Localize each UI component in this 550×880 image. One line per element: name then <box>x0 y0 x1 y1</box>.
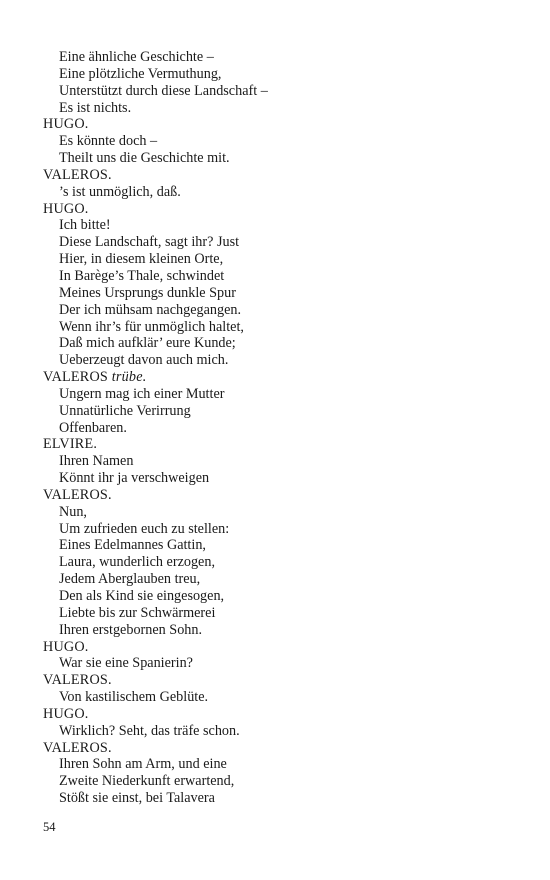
verse-text: Diese Landschaft, sagt ihr? Just <box>59 234 240 251</box>
speaker-name <box>43 201 513 218</box>
speaker-name <box>43 116 513 133</box>
verse-line <box>43 150 513 167</box>
verse-line <box>43 756 513 773</box>
verse-text: Wenn ihr’s für unmöglich haltet, <box>59 318 244 335</box>
speaker-label: HUGO. <box>43 638 89 655</box>
verse-text: Ihren Namen <box>59 453 134 470</box>
verse-text: Meines Ursprungs dunkle Spur <box>59 284 236 301</box>
verse-text: Liebte bis zur Schwärmerei <box>59 604 216 621</box>
verse-text: Nun, <box>59 503 87 520</box>
verse-line <box>43 352 513 369</box>
verse-text: Es ist nichts. <box>59 99 132 116</box>
speaker-name <box>43 487 513 504</box>
verse-line <box>43 504 513 521</box>
verse-line <box>43 100 513 117</box>
speaker-label: HUGO. <box>43 705 89 722</box>
verse-text: Laura, wunderlich erzogen, <box>59 554 215 571</box>
verse-text: Ihren erstgebornen Sohn. <box>59 621 203 638</box>
verse-text: Jedem Aberglauben treu, <box>59 571 201 588</box>
verse-line <box>43 83 513 100</box>
speaker-name <box>43 706 513 723</box>
verse-text: Von kastilischem Geblüte. <box>59 689 209 706</box>
verse-text: Ueberzeugt davon auch mich. <box>59 352 229 369</box>
speaker-label: ELVIRE. <box>43 436 98 453</box>
verse-line <box>43 605 513 622</box>
verse-line <box>43 420 513 437</box>
verse-line <box>43 251 513 268</box>
verse-line <box>43 521 513 538</box>
verse-line <box>43 453 513 470</box>
verse-text: Offenbaren. <box>59 419 127 436</box>
verse-text: Um zufrieden euch zu stellen: <box>59 520 230 537</box>
verse-line <box>43 335 513 352</box>
speaker-name <box>43 369 513 386</box>
stage-direction: trübe. <box>111 369 147 386</box>
speaker-name <box>43 740 513 757</box>
speaker-label: HUGO. <box>43 200 89 217</box>
verse-text: Theilt uns die Geschichte mit. <box>59 150 230 167</box>
verse-text: Zweite Niederkunft erwartend, <box>59 773 235 790</box>
verse-line <box>43 49 513 66</box>
verse-line <box>43 470 513 487</box>
verse-line <box>43 66 513 83</box>
verse-line <box>43 268 513 285</box>
verse-text: Könnt ihr ja verschweigen <box>59 470 210 487</box>
verse-text: Eines Edelmannes Gattin, <box>59 537 206 554</box>
verse-text: Ich bitte! <box>59 217 111 234</box>
verse-text: Unnatürliche Verirrung <box>59 402 191 419</box>
verse-line <box>43 655 513 672</box>
verse-text: Daß mich aufklär’ eure Kunde; <box>59 335 236 352</box>
verse-line <box>43 217 513 234</box>
verse-text: Der ich mühsam nachgegangen. <box>59 301 242 318</box>
speaker-label: VALEROS <box>43 369 108 386</box>
verse-line <box>43 386 513 403</box>
verse-text: Eine ähnliche Geschichte – <box>59 49 214 65</box>
speaker-label: VALEROS. <box>43 672 112 689</box>
verse-line <box>43 234 513 251</box>
verse-text: Den als Kind sie eingesogen, <box>59 588 225 604</box>
verse-line <box>43 554 513 571</box>
verse-line <box>43 184 513 201</box>
verse-text: ’s ist unmöglich, daß. <box>59 183 181 200</box>
verse-line <box>43 319 513 336</box>
speaker-name <box>43 639 513 656</box>
verse-line <box>43 571 513 588</box>
verse-line <box>43 790 513 807</box>
verse-text: Es könnte doch – <box>59 133 158 150</box>
verse-line <box>43 689 513 706</box>
speaker-name <box>43 167 513 184</box>
speaker-name <box>43 672 513 689</box>
verse-text: Hier, in diesem kleinen Orte, <box>59 251 224 268</box>
speaker-label: VALEROS. <box>43 166 112 183</box>
verse-line <box>43 622 513 639</box>
speaker-label: VALEROS. <box>43 486 112 503</box>
verse-text: Ungern mag ich einer Mutter <box>59 385 225 402</box>
verse-text: War sie eine Spanierin? <box>59 655 193 672</box>
verse-text: Stößt sie einst, bei Talavera <box>59 790 215 807</box>
verse-line <box>43 403 513 420</box>
verse-text: Eine plötzliche Vermuthung, <box>59 65 222 82</box>
verse-text: Wirklich? Seht, das träfe schon. <box>59 722 240 739</box>
verse-line <box>43 537 513 554</box>
speaker-label: VALEROS. <box>43 739 112 756</box>
verse-line <box>43 588 513 605</box>
speaker-label: HUGO. <box>43 116 89 133</box>
verse-text: Unterstützt durch diese Landschaft – <box>59 82 268 99</box>
verse-line <box>43 285 513 302</box>
verse-line <box>43 773 513 790</box>
verse-text: In Barège’s Thale, schwindet <box>59 267 225 284</box>
speaker-name <box>43 436 513 453</box>
verse-line <box>43 133 513 150</box>
page-number: 54 <box>43 820 56 834</box>
verse-line <box>43 302 513 319</box>
verse-line <box>43 723 513 740</box>
play-text <box>43 49 513 807</box>
verse-text: Ihren Sohn am Arm, und eine <box>59 756 227 773</box>
